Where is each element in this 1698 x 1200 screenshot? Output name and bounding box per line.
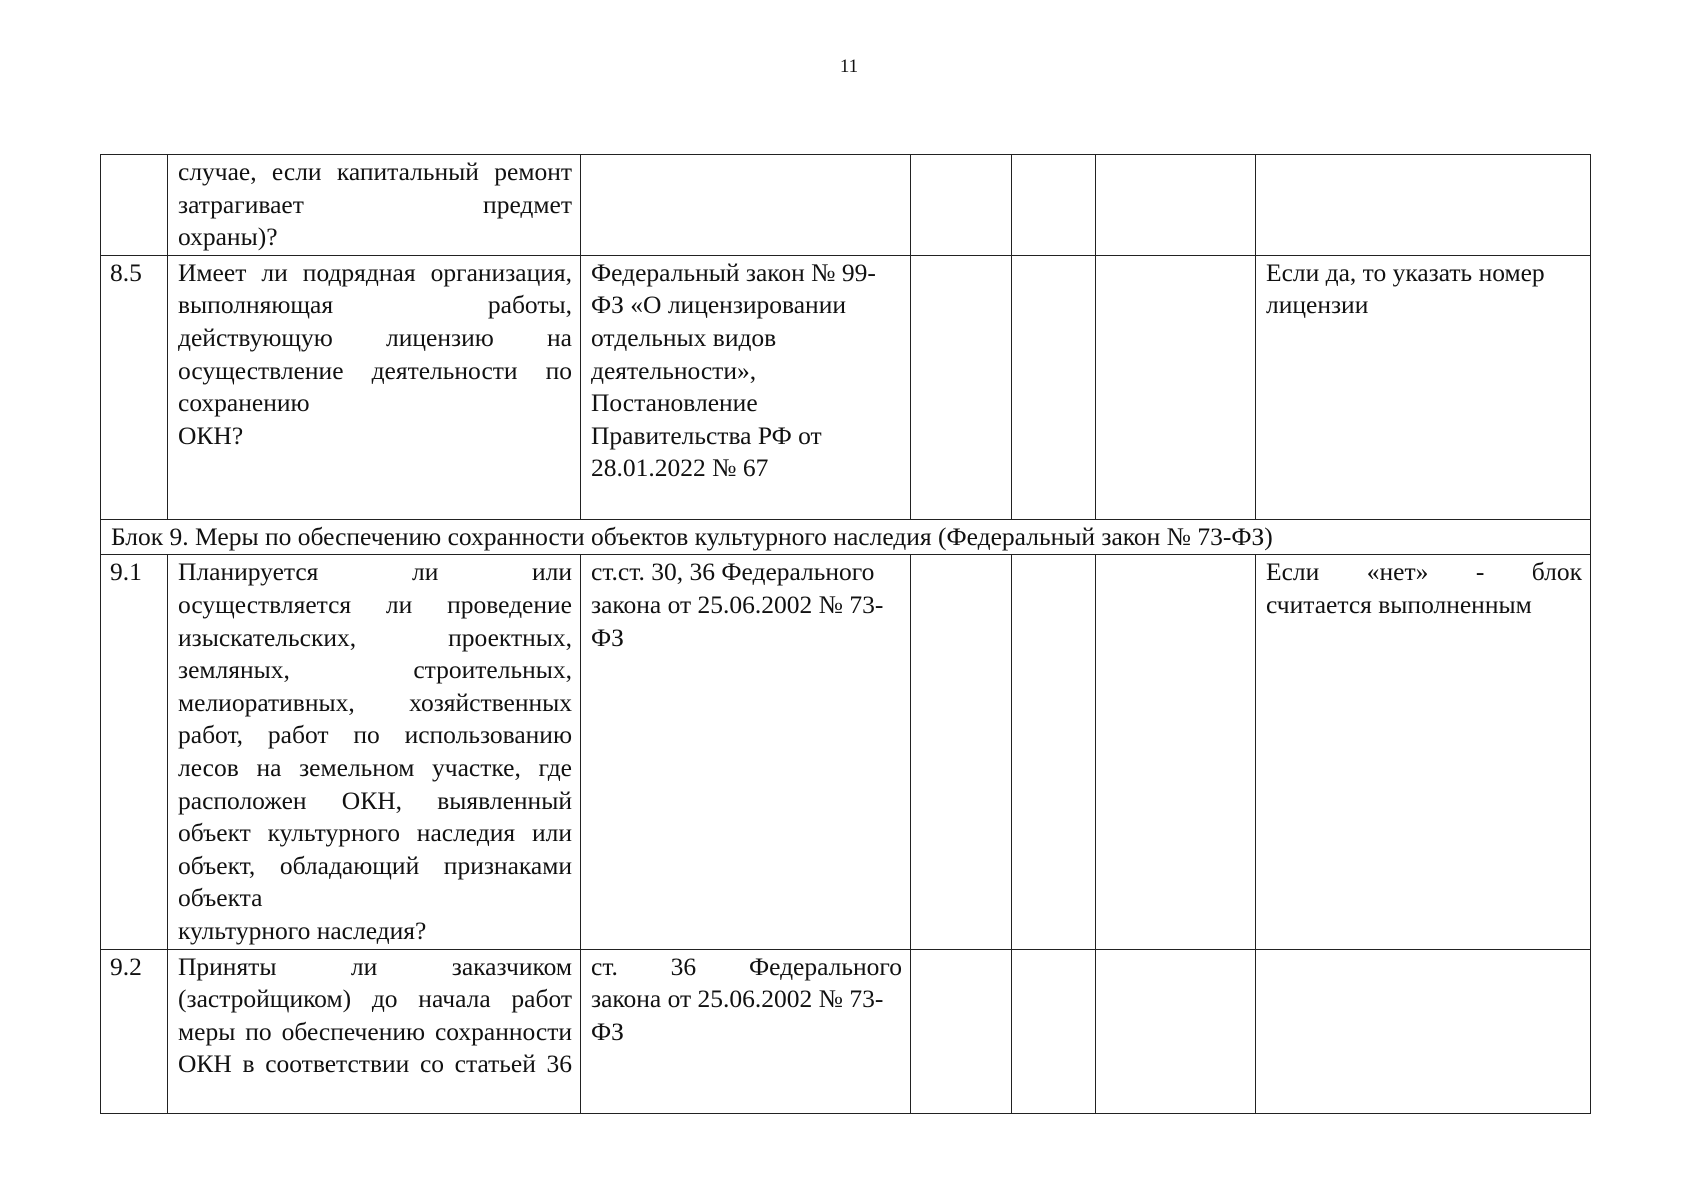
no-cell [1012, 155, 1096, 256]
question-cell [168, 155, 581, 256]
yes-cell [911, 155, 1012, 256]
checklist-table [100, 154, 1591, 1114]
legal-basis-cell: ст.ст. 30, 36 Федерального закона от 25.06.2002 № 73-ФЗ [581, 555, 911, 949]
question-text-last-line: культурного наследия? [178, 915, 427, 945]
no-cell [1012, 555, 1096, 949]
question-text: Имеет ли подрядная организация, выполняющая работы, действующую лицензию на осуществление деятельности по сохранению [178, 257, 572, 418]
table-row-continuation [101, 155, 1591, 256]
row-number-cell: 8.5 [101, 255, 168, 519]
question-text: случае, если капитальный ремонт затрагивает предмет [178, 157, 572, 219]
row-number-cell [101, 155, 168, 256]
note-text: Если «нет» - блок [1266, 557, 1582, 587]
note-cell [1256, 555, 1591, 949]
note-cell [1256, 155, 1591, 256]
question-text-last-line: ОКН? [178, 420, 244, 450]
yes-cell [911, 949, 1012, 1113]
block-9-title: Блок 9. Меры по обеспечению сохранности объектов культурного наследия (Федеральный закон № 73-ФЗ) [101, 519, 1591, 555]
yes-cell [911, 255, 1012, 519]
question-cell [168, 555, 581, 949]
legal-basis-cell [581, 155, 911, 256]
question-text-last-line: охраны)? [178, 222, 278, 252]
not-applicable-cell [1096, 555, 1256, 949]
page-number: 11 [839, 56, 859, 77]
block-9-header-row [101, 519, 1591, 555]
question-cell: Приняты ли заказчиком (застройщиком) до начала работ меры по обеспечению сохранности ОКН в соответствии со статьей 36 [168, 949, 581, 1113]
row-number-cell: 9.1 [101, 555, 168, 949]
legal-basis-text: ст. 36 Федерального [591, 951, 902, 981]
note-cell: Если да, то указать номер лицензии [1256, 255, 1591, 519]
question-cell [168, 255, 581, 519]
legal-basis-cell [581, 949, 911, 1113]
table-row-9-2 [101, 949, 1591, 1113]
legal-basis-cell: Федеральный закон № 99-ФЗ «О лицензировании отдельных видов деятельности», Постановление Правительства РФ от 28.01.2022 № 67 [581, 255, 911, 519]
legal-basis-text-last-line: закона от 25.06.2002 № 73-ФЗ [591, 984, 884, 1046]
yes-cell [911, 555, 1012, 949]
not-applicable-cell [1096, 155, 1256, 256]
question-text: Планируется ли или осуществляется ли проведение изыскательских, проектных, земляных, строительных, мелиоративных, хозяйственных работ, работ по использованию лесов на земельном участке, где расположен ОКН, выявленный объект культурного наследия или объект, обладающий признаками объекта [178, 557, 572, 913]
not-applicable-cell [1096, 255, 1256, 519]
row-number-cell: 9.2 [101, 949, 168, 1113]
note-text-last-line: считается выполненным [1266, 589, 1532, 619]
no-cell [1012, 255, 1096, 519]
table-row-8-5 [101, 255, 1591, 519]
no-cell [1012, 949, 1096, 1113]
table-row-9-1 [101, 555, 1591, 949]
not-applicable-cell [1096, 949, 1256, 1113]
note-cell [1256, 949, 1591, 1113]
